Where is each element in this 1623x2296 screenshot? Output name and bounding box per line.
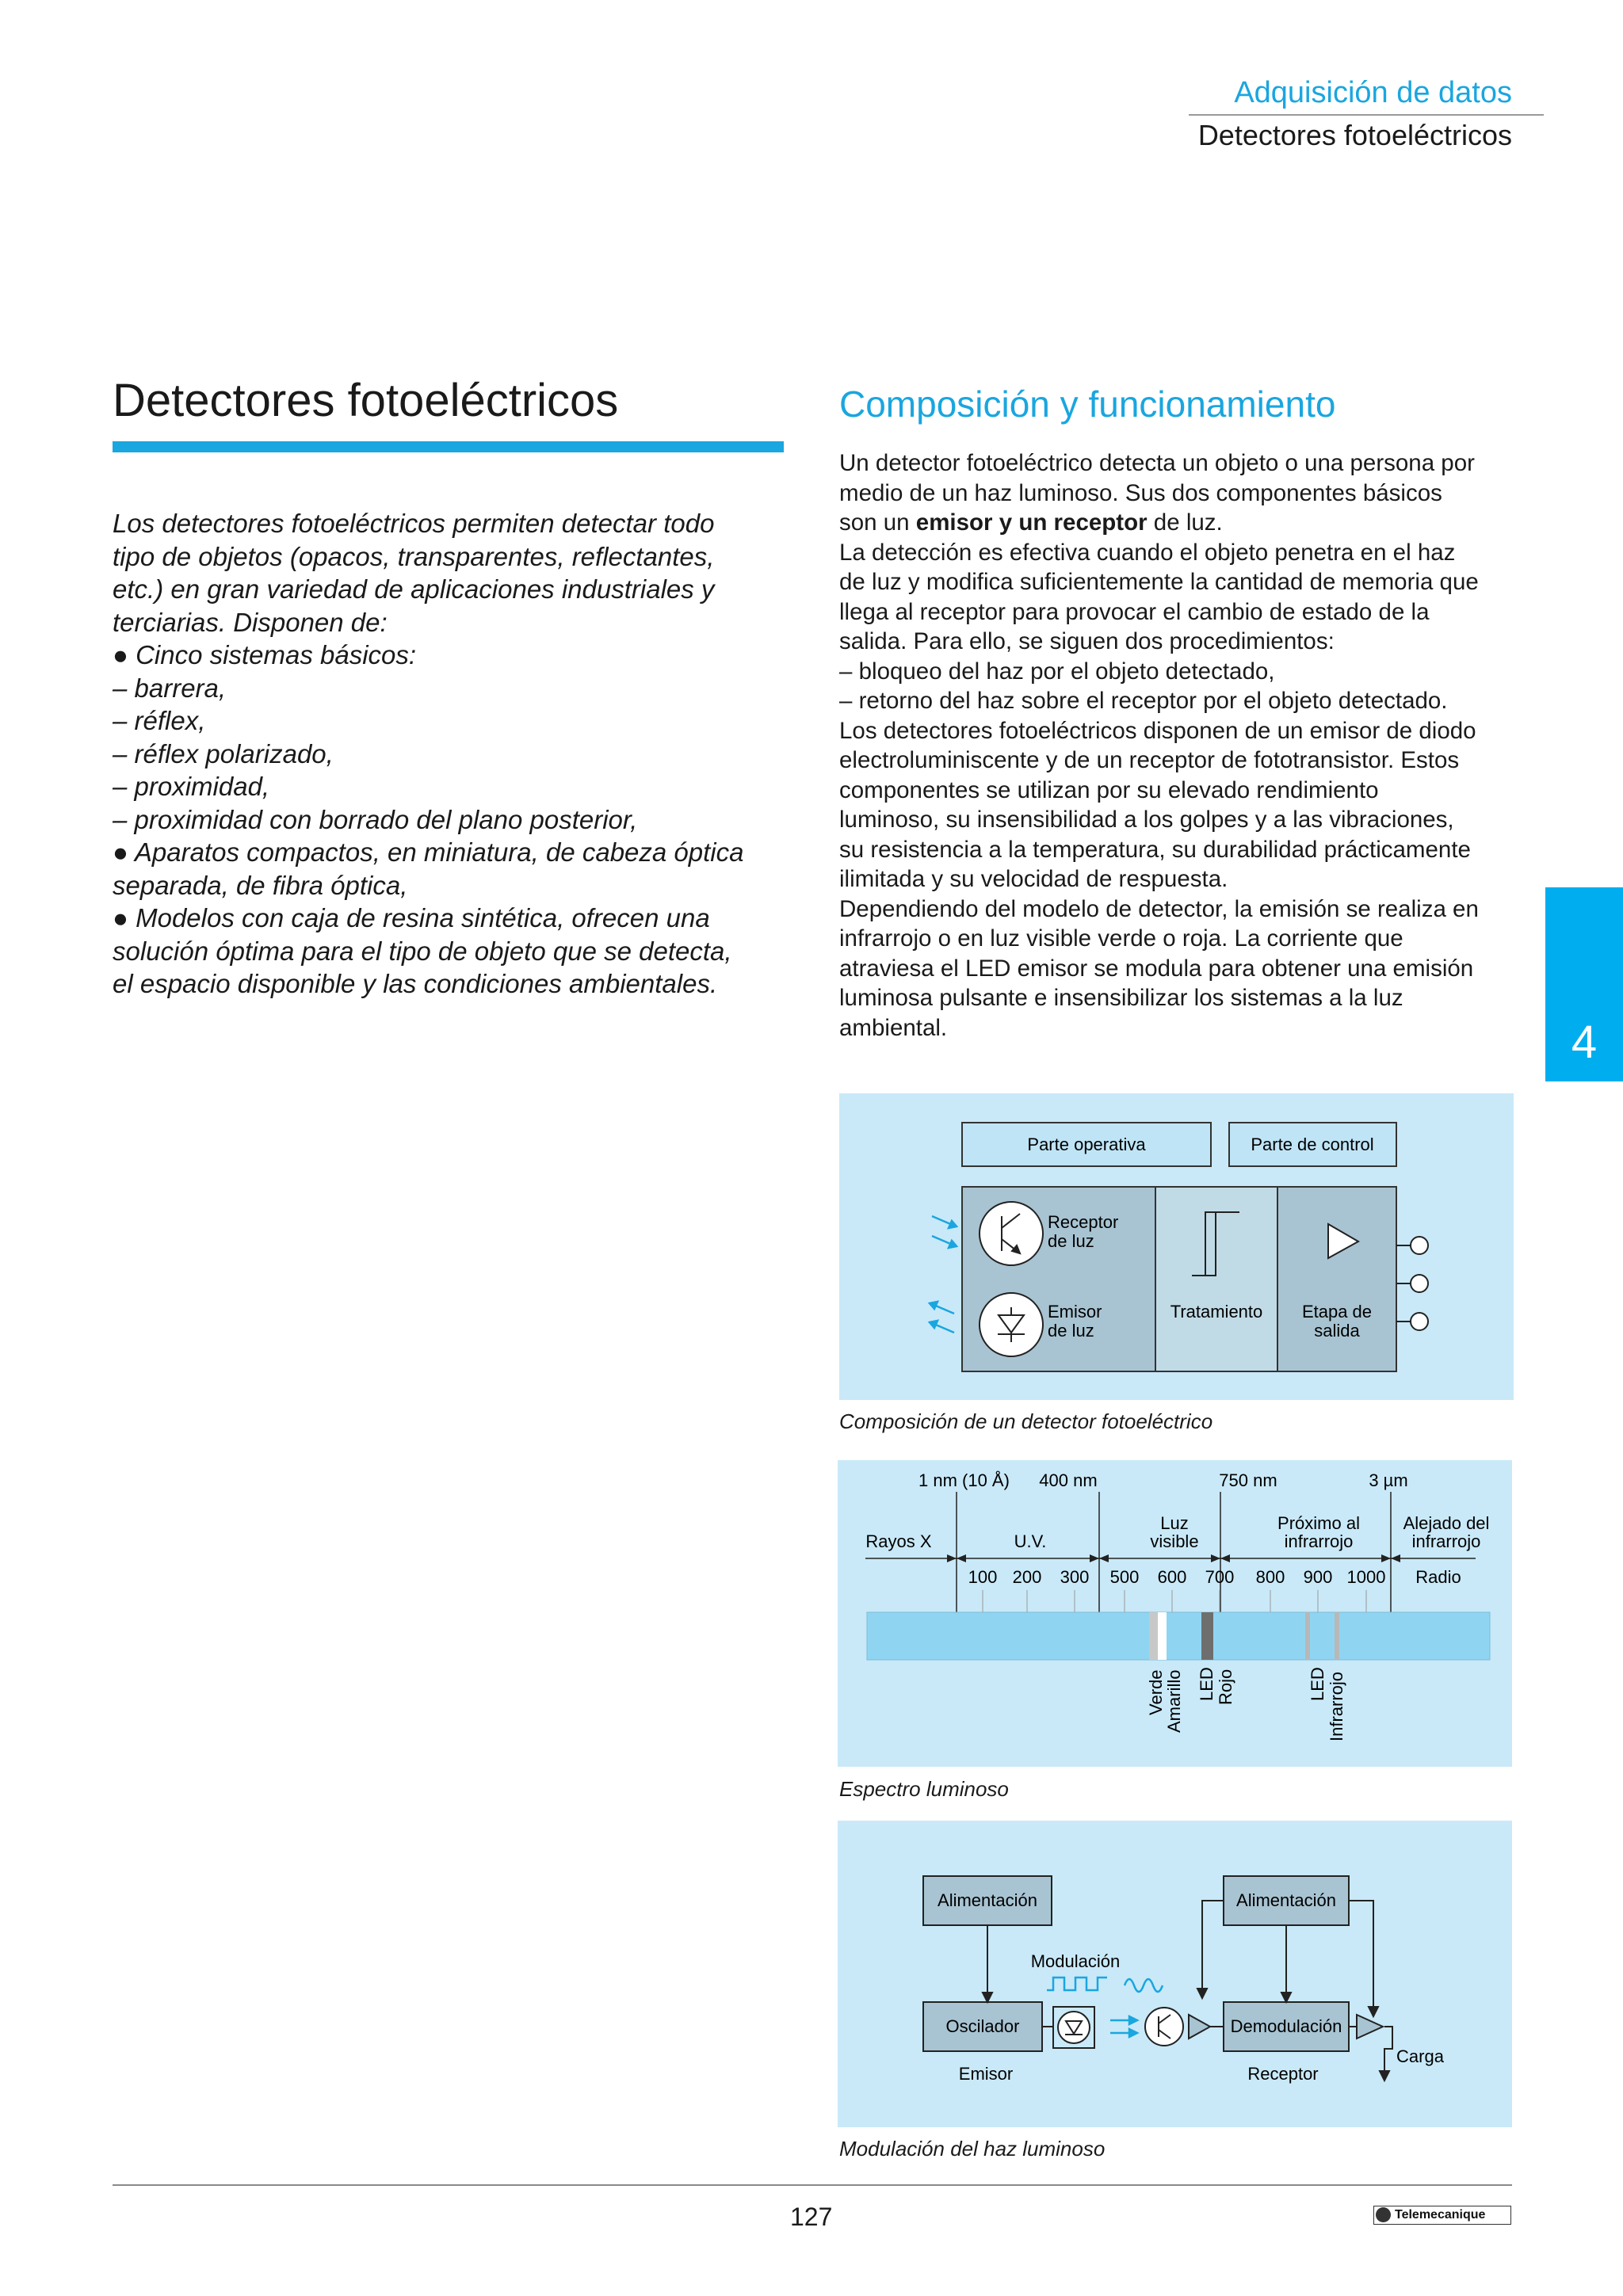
intro-line: etc.) en gran variedad de aplicaciones industriales y [113,574,715,604]
intro-text [113,507,794,1001]
marker-rojo [1201,1612,1213,1660]
modulation-diagram [838,1821,1512,2127]
body-line: Un detector fotoeléctrico detecta un objeto o una persona por [839,450,1475,476]
marker-amarillo [1158,1612,1167,1660]
body-line: Dependiendo del modelo de detector, la emisión se realiza en [839,895,1479,922]
modulation-caption: Modulación del haz luminoso [839,2137,1106,2161]
body-line [839,508,1521,538]
spectrum-caption: Espectro luminoso [839,1777,1009,1801]
intro-line: separada, de fibra óptica, [113,870,408,900]
intro-line: ● Modelos con caja de resina sintética, ofrecen una [113,903,710,933]
intro-line: – proximidad, [113,772,270,801]
marker-led-ir-2 [1335,1612,1339,1660]
led-emitter-icon [1058,2012,1090,2043]
light-out-arrows-icon [930,1302,954,1333]
body-line: luminoso, su insensibilidad a los golpes y a las vibraciones, [839,807,1454,833]
body-line: luminosa pulsante e insensibilizar los sistemas a la luz [839,985,1403,1011]
chapter-number: 4 [1571,1016,1598,1068]
etapa-label-1: Etapa de [1301,1302,1373,1322]
phototransistor-receiver-icon [1145,2008,1183,2046]
intro-line: ● Cinco sistemas básicos: [113,640,417,669]
modulation-diagram-panel [838,1821,1512,2127]
marker-led-ir-1 [1305,1612,1310,1660]
page-number: 127 [790,2203,833,2231]
composition-diagram-panel [839,1093,1514,1400]
body-text-segment: de luz. [1147,509,1223,536]
tick-label: 600 [1157,1567,1187,1587]
beam-arrows-icon [1110,2016,1137,2037]
marker-label-led-1: LED [1197,1667,1216,1701]
band-luz-2: visible [1150,1531,1199,1551]
composition-caption: Composición de un detector fotoeléctrico [839,1409,1213,1433]
band-alejado-1: Alejado del [1403,1513,1490,1533]
output-terminals-icon [1396,1237,1428,1330]
spectrum-diagram-panel [838,1460,1512,1767]
body-line: electroluminiscente y de un receptor de fototransistor. Estos [839,747,1460,773]
composition-diagram [839,1093,1514,1400]
body-line: de luz y modifica suficientemente la cantidad de memoria que [839,569,1479,595]
tick-label: 900 [1303,1567,1333,1587]
led-icon [980,1293,1043,1356]
receptor-label: Receptor [1247,2064,1319,2084]
subsection-header: Detectores fotoeléctricos [1197,119,1512,151]
band-divider-lines [957,1492,1391,1612]
body-line: componentes se utilizan por su elevado rendimiento [839,776,1379,803]
intro-line: ● Aparatos compactos, en miniatura, de cabeza óptica [113,837,744,867]
output-amplifier-icon [1357,2015,1383,2039]
intro-line: terciarias. Disponen de: [113,607,388,637]
body-line: salida. Para ello, se siguen dos procedimientos: [839,628,1335,654]
header-rule [1189,114,1544,116]
label-750nm: 750 nm [1219,1470,1277,1490]
tratamiento-label: Tratamiento [1170,1302,1263,1322]
modulacion-label: Modulación [1030,1951,1121,1971]
marker-label-infrarrojo: Infrarrojo [1327,1671,1346,1741]
body-line: – bloqueo del haz por el objeto detectado, [839,658,1275,685]
label-400nm: 400 nm [1039,1470,1098,1490]
spectrum-bar [867,1612,1490,1660]
phototransistor-icon [980,1202,1043,1265]
etapa-block [1277,1187,1396,1371]
body-text-segment: son un [839,509,916,536]
tick-label: 100 [968,1567,998,1587]
intro-line: – proximidad con borrado del plano posterior, [113,804,638,834]
section-header: Adquisición de datos [1234,76,1512,109]
brand-mark-icon [1376,2207,1391,2222]
parte-operativa-label: Parte operativa [1027,1135,1146,1154]
square-wave-icon [1047,1978,1107,1990]
oscilador-label: Oscilador [945,2016,1020,2036]
body-line: ilimitada y su velocidad de respuesta. [839,866,1228,892]
label-1nm: 1 nm (10 Å) [918,1470,1010,1490]
body-line: llega al receptor para provocar el cambio de estado de la [839,598,1430,625]
receptor-label-1: Receptor [1048,1212,1119,1232]
emisor-label-2: de luz [1048,1321,1094,1341]
wavelength-ticks [968,1567,1386,1612]
marker-label-rojo: Rojo [1216,1669,1235,1705]
band-alejado-2: infrarrojo [1411,1531,1481,1551]
tick-label: 200 [1012,1567,1042,1587]
intro-line: tipo de objetos (opacos, transparentes, reflectantes, [113,541,715,571]
tick-label: 700 [1205,1567,1235,1587]
footer-rule [113,2184,1512,2186]
intro-line: solución óptima para el tipo de objeto que se detecta, [113,936,732,966]
body-line: su resistencia a la temperatura, su durabilidad prácticamente [839,836,1471,863]
intro-line: – barrera, [113,673,227,703]
marker-label-verde: Verde [1146,1669,1166,1715]
receptor-label-2: de luz [1048,1231,1094,1251]
marker-verde [1149,1612,1158,1660]
alim1-label: Alimentación [938,1890,1037,1910]
parte-control-label: Parte de control [1251,1135,1374,1154]
receiver-amplifier-icon [1189,2015,1210,2039]
light-in-arrows-icon [932,1216,957,1248]
body-line: – retorno del haz sobre el receptor por el objeto detectado. [839,688,1448,714]
emisor-label-1: Emisor [1048,1302,1102,1322]
carga-label: Carga [1396,2046,1444,2066]
tick-label: 1000 [1346,1567,1386,1587]
section-title: Composición y funcionamiento [839,383,1336,425]
intro-line: – réflex, [113,706,206,735]
label-3um: 3 µm [1369,1470,1408,1490]
tick-label: 500 [1109,1567,1140,1587]
tick-label: 300 [1060,1567,1090,1587]
emisor-label: Emisor [958,2064,1014,2084]
chapter-tab[interactable] [1545,887,1623,1081]
body-line: atraviesa el LED emisor se modula para obtener una emisión [839,955,1474,982]
body-line: infrarrojo o en luz visible verde o roja. La corriente que [839,925,1403,952]
etapa-label-2: salida [1314,1321,1360,1341]
band-proximo-2: infrarrojo [1284,1531,1354,1551]
band-uv: U.V. [1014,1531,1047,1551]
body-text [839,448,1521,1043]
alim2-label: Alimentación [1236,1890,1336,1910]
body-line: ambiental. [839,1014,948,1041]
page-title: Detectores fotoeléctricos [113,375,619,426]
band-rayos-x: Rayos X [865,1531,932,1551]
body-line: La detección es efectiva cuando el objeto penetra en el haz [839,539,1456,566]
body-line: Los detectores fotoeléctricos disponen de un emisor de diodo [839,717,1476,744]
brand-logo [1373,2206,1511,2225]
band-radio: Radio [1415,1567,1461,1587]
band-proximo-1: Próximo al [1277,1513,1360,1533]
demodulacion-label: Demodulación [1230,2016,1342,2036]
body-line: medio de un haz luminoso. Sus dos componentes básicos [839,479,1442,506]
marker-label-led-2: LED [1308,1667,1327,1701]
spectrum-diagram [838,1460,1512,1767]
sine-wave-icon [1125,1979,1163,1992]
body-emphasis: emisor y un receptor [915,509,1148,536]
marker-label-amarillo: Amarillo [1164,1669,1184,1733]
title-underline [113,441,784,452]
brand-name: Telemecanique [1395,2208,1486,2222]
intro-line: – réflex polarizado, [113,738,334,769]
tick-label: 800 [1255,1567,1285,1587]
intro-line: el espacio disponible y las condiciones ambientales. [113,969,718,998]
intro-line: Los detectores fotoeléctricos permiten detectar todo [113,509,715,538]
band-luz-1: Luz [1160,1513,1189,1533]
